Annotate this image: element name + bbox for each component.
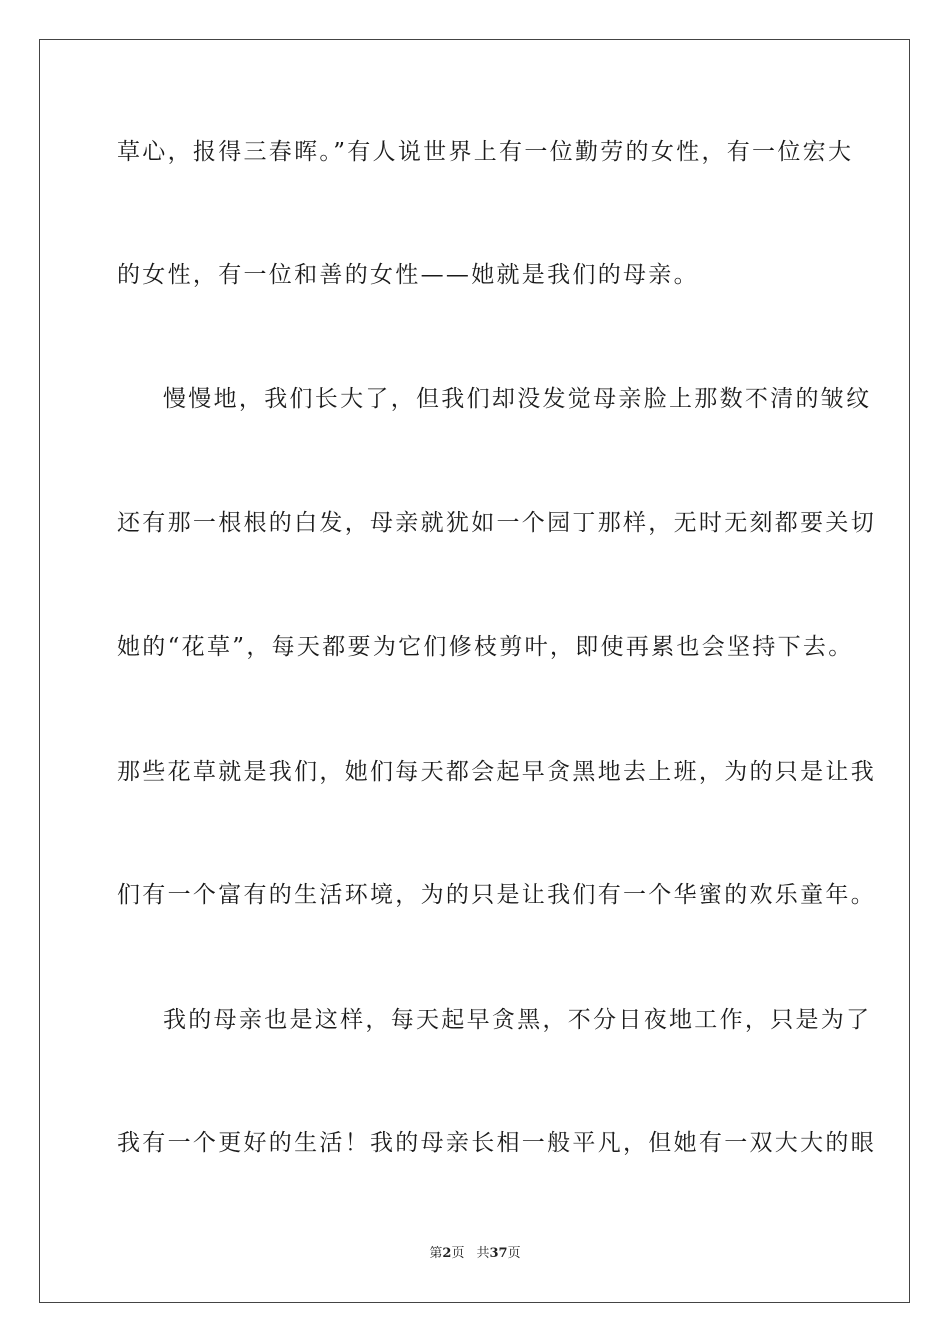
total-prefix: 共 bbox=[476, 1246, 490, 1261]
total-suffix: 页 bbox=[507, 1246, 521, 1261]
total-pages: 37 bbox=[489, 1246, 508, 1261]
paragraph-start-line: 慢慢地，我们长大了，但我们却没发觉母亲脸上那数不清的皱纹 bbox=[163, 386, 872, 412]
text-line: 我有一个更好的生活！我的母亲长相一般平凡，但她有一双大大的眼 bbox=[117, 1130, 876, 1156]
page-prefix: 第 bbox=[429, 1246, 443, 1261]
paragraph-start-line: 我的母亲也是这样，每天起早贪黑，不分日夜地工作，只是为了 bbox=[163, 1007, 872, 1033]
text-line: 她的“花草”，每天都要为它们修枝剪叶，即使再累也会坚持下去。 bbox=[117, 634, 854, 660]
text-line: 草心，报得三春晖。”有人说世界上有一位勤劳的女性，有一位宏大 bbox=[117, 139, 854, 165]
page-number: 2 bbox=[442, 1246, 452, 1261]
text-line: 的女性，有一位和善的女性——她就是我们的母亲。 bbox=[117, 262, 699, 288]
text-line: 还有那一根根的白发，母亲就犹如一个园丁那样，无时无刻都要关切 bbox=[117, 510, 876, 536]
page-border bbox=[39, 39, 910, 1303]
text-line: 们有一个富有的生活环境，为的只是让我们有一个华蜜的欢乐童年。 bbox=[117, 882, 876, 908]
page-suffix: 页 bbox=[451, 1246, 465, 1261]
page-footer bbox=[0, 1246, 950, 1262]
text-line: 那些花草就是我们，她们每天都会起早贪黑地去上班，为的只是让我 bbox=[117, 759, 876, 785]
